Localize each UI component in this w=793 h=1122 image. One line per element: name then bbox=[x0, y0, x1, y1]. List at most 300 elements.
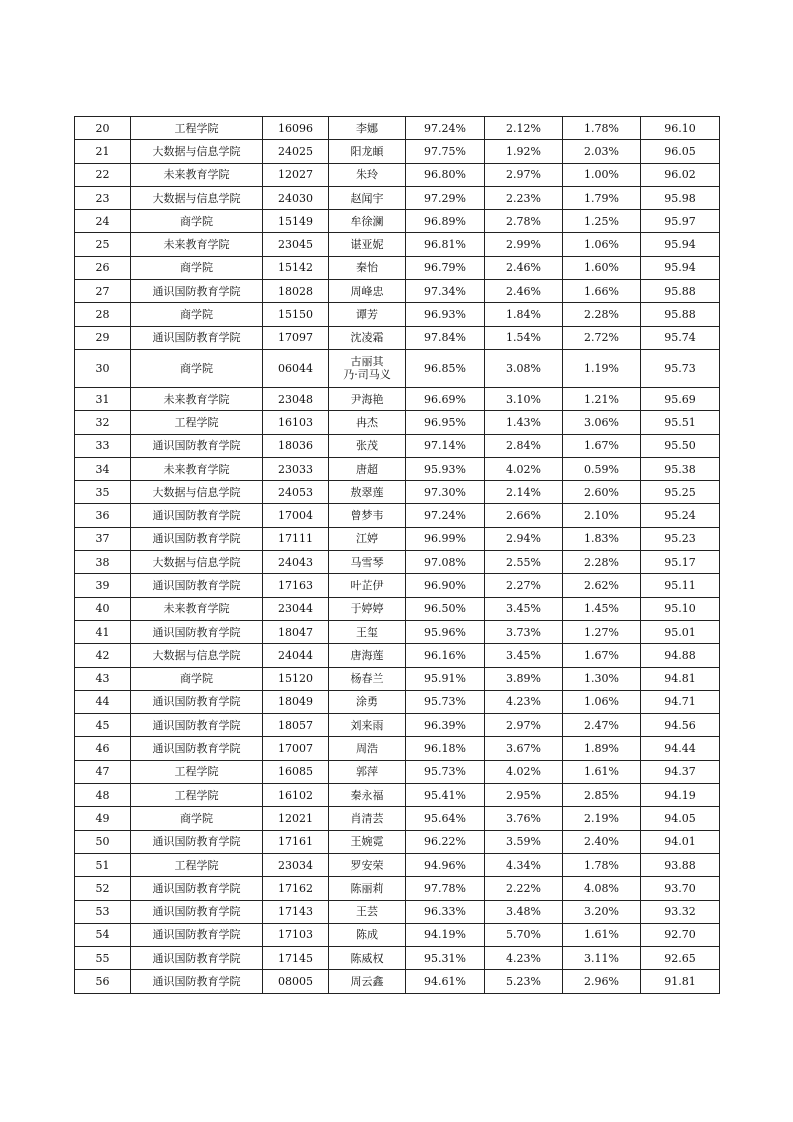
score-cell: 94.19 bbox=[641, 784, 720, 807]
percent-cell-1: 97.34% bbox=[406, 280, 485, 303]
percent-cell-2: 5.23% bbox=[485, 970, 563, 993]
id-cell: 12021 bbox=[263, 807, 329, 830]
percent-cell-1: 96.22% bbox=[406, 830, 485, 853]
score-cell: 94.71 bbox=[641, 690, 720, 713]
percent-cell-3: 1.06% bbox=[563, 233, 641, 256]
id-cell: 15142 bbox=[263, 256, 329, 279]
college-cell: 工程学院 bbox=[131, 853, 263, 876]
name-cell: 陈威权 bbox=[329, 947, 406, 970]
score-cell: 95.24 bbox=[641, 504, 720, 527]
table-row bbox=[75, 504, 720, 527]
name-cell: 陈成 bbox=[329, 923, 406, 946]
rank-cell: 53 bbox=[75, 900, 131, 923]
percent-cell-1: 96.85% bbox=[406, 349, 485, 387]
name-cell: 赵闻宇 bbox=[329, 186, 406, 209]
percent-cell-1: 94.19% bbox=[406, 923, 485, 946]
id-cell: 16102 bbox=[263, 784, 329, 807]
name-cell: 肖清芸 bbox=[329, 807, 406, 830]
id-cell: 15149 bbox=[263, 210, 329, 233]
college-cell: 大数据与信息学院 bbox=[131, 481, 263, 504]
score-cell: 94.05 bbox=[641, 807, 720, 830]
college-cell: 通识国防教育学院 bbox=[131, 527, 263, 550]
score-cell: 95.69 bbox=[641, 387, 720, 410]
college-cell: 通识国防教育学院 bbox=[131, 923, 263, 946]
college-cell: 通识国防教育学院 bbox=[131, 504, 263, 527]
id-cell: 24030 bbox=[263, 186, 329, 209]
name-cell: 谭芳 bbox=[329, 303, 406, 326]
id-cell: 17007 bbox=[263, 737, 329, 760]
id-cell: 06044 bbox=[263, 349, 329, 387]
percent-cell-3: 1.60% bbox=[563, 256, 641, 279]
score-cell: 91.81 bbox=[641, 970, 720, 993]
table-row bbox=[75, 853, 720, 876]
id-cell: 17103 bbox=[263, 923, 329, 946]
score-cell: 95.38 bbox=[641, 457, 720, 480]
percent-cell-3: 1.25% bbox=[563, 210, 641, 233]
id-cell: 17161 bbox=[263, 830, 329, 853]
name-cell: 涂勇 bbox=[329, 690, 406, 713]
name-cell: 王芸 bbox=[329, 900, 406, 923]
percent-cell-1: 96.33% bbox=[406, 900, 485, 923]
rank-cell: 52 bbox=[75, 877, 131, 900]
id-cell: 16085 bbox=[263, 760, 329, 783]
percent-cell-3: 2.60% bbox=[563, 481, 641, 504]
percent-cell-3: 1.78% bbox=[563, 853, 641, 876]
rank-cell: 28 bbox=[75, 303, 131, 326]
table-row bbox=[75, 574, 720, 597]
table-row bbox=[75, 481, 720, 504]
percent-cell-2: 4.02% bbox=[485, 760, 563, 783]
score-cell: 95.01 bbox=[641, 620, 720, 643]
percent-cell-1: 95.64% bbox=[406, 807, 485, 830]
percent-cell-1: 95.73% bbox=[406, 690, 485, 713]
table-row bbox=[75, 597, 720, 620]
college-cell: 通识国防教育学院 bbox=[131, 620, 263, 643]
percent-cell-3: 1.06% bbox=[563, 690, 641, 713]
table-row bbox=[75, 434, 720, 457]
percent-cell-2: 2.94% bbox=[485, 527, 563, 550]
percent-cell-2: 2.14% bbox=[485, 481, 563, 504]
percent-cell-2: 3.76% bbox=[485, 807, 563, 830]
rank-cell: 20 bbox=[75, 117, 131, 140]
name-cell: 郭萍 bbox=[329, 760, 406, 783]
rank-cell: 22 bbox=[75, 163, 131, 186]
table-row bbox=[75, 210, 720, 233]
percent-cell-3: 1.89% bbox=[563, 737, 641, 760]
percent-cell-2: 3.48% bbox=[485, 900, 563, 923]
percent-cell-2: 2.12% bbox=[485, 117, 563, 140]
name-cell: 周云鑫 bbox=[329, 970, 406, 993]
college-cell: 未来教育学院 bbox=[131, 457, 263, 480]
percent-cell-1: 95.93% bbox=[406, 457, 485, 480]
table-row bbox=[75, 233, 720, 256]
rank-cell: 32 bbox=[75, 411, 131, 434]
percent-cell-3: 0.59% bbox=[563, 457, 641, 480]
id-cell: 23044 bbox=[263, 597, 329, 620]
percent-cell-1: 96.18% bbox=[406, 737, 485, 760]
score-cell: 95.50 bbox=[641, 434, 720, 457]
college-cell: 大数据与信息学院 bbox=[131, 186, 263, 209]
score-cell: 94.56 bbox=[641, 714, 720, 737]
score-cell: 95.23 bbox=[641, 527, 720, 550]
rank-cell: 39 bbox=[75, 574, 131, 597]
table-row bbox=[75, 644, 720, 667]
table-row bbox=[75, 527, 720, 550]
college-cell: 未来教育学院 bbox=[131, 597, 263, 620]
percent-cell-2: 2.22% bbox=[485, 877, 563, 900]
name-cell: 陈丽莉 bbox=[329, 877, 406, 900]
percent-cell-1: 96.99% bbox=[406, 527, 485, 550]
score-cell: 95.88 bbox=[641, 303, 720, 326]
id-cell: 15120 bbox=[263, 667, 329, 690]
name-cell: 于婷婷 bbox=[329, 597, 406, 620]
percent-cell-1: 96.50% bbox=[406, 597, 485, 620]
percent-cell-1: 96.16% bbox=[406, 644, 485, 667]
name-cell: 王玺 bbox=[329, 620, 406, 643]
table-row bbox=[75, 807, 720, 830]
score-cell: 92.70 bbox=[641, 923, 720, 946]
rank-cell: 54 bbox=[75, 923, 131, 946]
id-cell: 23034 bbox=[263, 853, 329, 876]
score-cell: 96.10 bbox=[641, 117, 720, 140]
name-line-2: 乃·司马义 bbox=[343, 368, 391, 382]
percent-cell-1: 96.81% bbox=[406, 233, 485, 256]
percent-cell-3: 3.20% bbox=[563, 900, 641, 923]
college-cell: 大数据与信息学院 bbox=[131, 644, 263, 667]
name-cell: 江婷 bbox=[329, 527, 406, 550]
percent-cell-2: 3.10% bbox=[485, 387, 563, 410]
percent-cell-3: 1.30% bbox=[563, 667, 641, 690]
percent-cell-2: 2.84% bbox=[485, 434, 563, 457]
percent-cell-3: 4.08% bbox=[563, 877, 641, 900]
table-row bbox=[75, 457, 720, 480]
percent-cell-3: 2.19% bbox=[563, 807, 641, 830]
college-cell: 通识国防教育学院 bbox=[131, 326, 263, 349]
percent-cell-3: 1.27% bbox=[563, 620, 641, 643]
rank-cell: 25 bbox=[75, 233, 131, 256]
rank-cell: 29 bbox=[75, 326, 131, 349]
percent-cell-2: 4.34% bbox=[485, 853, 563, 876]
score-cell: 94.44 bbox=[641, 737, 720, 760]
table-row bbox=[75, 784, 720, 807]
id-cell: 17162 bbox=[263, 877, 329, 900]
percent-cell-1: 94.96% bbox=[406, 853, 485, 876]
percent-cell-1: 95.91% bbox=[406, 667, 485, 690]
name-cell: 罗安荣 bbox=[329, 853, 406, 876]
id-cell: 24053 bbox=[263, 481, 329, 504]
percent-cell-1: 94.61% bbox=[406, 970, 485, 993]
percent-cell-2: 4.23% bbox=[485, 947, 563, 970]
percent-cell-3: 1.61% bbox=[563, 760, 641, 783]
college-cell: 通识国防教育学院 bbox=[131, 900, 263, 923]
percent-cell-3: 1.83% bbox=[563, 527, 641, 550]
score-cell: 95.97 bbox=[641, 210, 720, 233]
name-line-1: 古丽其 bbox=[350, 355, 384, 369]
percent-cell-1: 96.69% bbox=[406, 387, 485, 410]
college-cell: 通识国防教育学院 bbox=[131, 280, 263, 303]
id-cell: 18047 bbox=[263, 620, 329, 643]
name-cell: 朱玲 bbox=[329, 163, 406, 186]
college-cell: 未来教育学院 bbox=[131, 387, 263, 410]
rank-cell: 55 bbox=[75, 947, 131, 970]
score-cell: 95.10 bbox=[641, 597, 720, 620]
name-cell: 王婉霓 bbox=[329, 830, 406, 853]
id-cell: 17004 bbox=[263, 504, 329, 527]
percent-cell-2: 3.89% bbox=[485, 667, 563, 690]
percent-cell-3: 1.19% bbox=[563, 349, 641, 387]
rank-cell: 49 bbox=[75, 807, 131, 830]
rank-cell: 37 bbox=[75, 527, 131, 550]
percent-cell-2: 2.99% bbox=[485, 233, 563, 256]
percent-cell-1: 96.89% bbox=[406, 210, 485, 233]
name-cell bbox=[329, 349, 406, 387]
percent-cell-2: 3.67% bbox=[485, 737, 563, 760]
college-cell: 通识国防教育学院 bbox=[131, 877, 263, 900]
college-cell: 工程学院 bbox=[131, 784, 263, 807]
rank-cell: 35 bbox=[75, 481, 131, 504]
percent-cell-2: 1.43% bbox=[485, 411, 563, 434]
percent-cell-3: 1.00% bbox=[563, 163, 641, 186]
id-cell: 17097 bbox=[263, 326, 329, 349]
score-cell: 95.25 bbox=[641, 481, 720, 504]
rank-cell: 23 bbox=[75, 186, 131, 209]
table-row bbox=[75, 387, 720, 410]
percent-cell-2: 2.27% bbox=[485, 574, 563, 597]
percent-cell-3: 2.47% bbox=[563, 714, 641, 737]
percent-cell-1: 97.75% bbox=[406, 140, 485, 163]
table-row bbox=[75, 280, 720, 303]
rank-cell: 40 bbox=[75, 597, 131, 620]
id-cell: 15150 bbox=[263, 303, 329, 326]
rank-cell: 42 bbox=[75, 644, 131, 667]
percent-cell-2: 2.46% bbox=[485, 256, 563, 279]
score-cell: 94.81 bbox=[641, 667, 720, 690]
ranking-table bbox=[74, 116, 720, 994]
table-row bbox=[75, 947, 720, 970]
college-cell: 未来教育学院 bbox=[131, 163, 263, 186]
rank-cell: 38 bbox=[75, 551, 131, 574]
name-cell: 马雪琴 bbox=[329, 551, 406, 574]
table-row bbox=[75, 620, 720, 643]
table-row bbox=[75, 140, 720, 163]
percent-cell-3: 1.61% bbox=[563, 923, 641, 946]
college-cell: 工程学院 bbox=[131, 117, 263, 140]
percent-cell-3: 2.96% bbox=[563, 970, 641, 993]
percent-cell-1: 96.79% bbox=[406, 256, 485, 279]
table-row bbox=[75, 690, 720, 713]
percent-cell-3: 3.06% bbox=[563, 411, 641, 434]
percent-cell-1: 96.93% bbox=[406, 303, 485, 326]
college-cell: 通识国防教育学院 bbox=[131, 574, 263, 597]
table-row bbox=[75, 411, 720, 434]
percent-cell-3: 1.45% bbox=[563, 597, 641, 620]
percent-cell-1: 97.84% bbox=[406, 326, 485, 349]
college-cell: 通识国防教育学院 bbox=[131, 434, 263, 457]
percent-cell-2: 2.23% bbox=[485, 186, 563, 209]
rank-cell: 41 bbox=[75, 620, 131, 643]
percent-cell-2: 1.84% bbox=[485, 303, 563, 326]
name-cell: 谌亚妮 bbox=[329, 233, 406, 256]
percent-cell-1: 96.95% bbox=[406, 411, 485, 434]
percent-cell-1: 95.41% bbox=[406, 784, 485, 807]
table-row bbox=[75, 877, 720, 900]
percent-cell-1: 97.24% bbox=[406, 504, 485, 527]
college-cell: 商学院 bbox=[131, 667, 263, 690]
name-cell: 牟徐澜 bbox=[329, 210, 406, 233]
score-cell: 95.94 bbox=[641, 233, 720, 256]
percent-cell-2: 1.54% bbox=[485, 326, 563, 349]
percent-cell-2: 1.92% bbox=[485, 140, 563, 163]
percent-cell-1: 96.39% bbox=[406, 714, 485, 737]
score-cell: 95.73 bbox=[641, 349, 720, 387]
name-cell: 敖翠莲 bbox=[329, 481, 406, 504]
id-cell: 18036 bbox=[263, 434, 329, 457]
percent-cell-3: 2.62% bbox=[563, 574, 641, 597]
college-cell: 商学院 bbox=[131, 349, 263, 387]
percent-cell-2: 5.70% bbox=[485, 923, 563, 946]
rank-cell: 46 bbox=[75, 737, 131, 760]
college-cell: 未来教育学院 bbox=[131, 233, 263, 256]
score-cell: 93.32 bbox=[641, 900, 720, 923]
score-cell: 94.37 bbox=[641, 760, 720, 783]
table-row bbox=[75, 256, 720, 279]
college-cell: 商学院 bbox=[131, 256, 263, 279]
percent-cell-3: 1.79% bbox=[563, 186, 641, 209]
percent-cell-2: 3.45% bbox=[485, 597, 563, 620]
table-body bbox=[75, 117, 720, 994]
percent-cell-2: 4.02% bbox=[485, 457, 563, 480]
percent-cell-1: 96.80% bbox=[406, 163, 485, 186]
percent-cell-2: 2.66% bbox=[485, 504, 563, 527]
name-cell: 曾梦韦 bbox=[329, 504, 406, 527]
score-cell: 93.88 bbox=[641, 853, 720, 876]
college-cell: 通识国防教育学院 bbox=[131, 690, 263, 713]
percent-cell-2: 2.97% bbox=[485, 163, 563, 186]
score-cell: 92.65 bbox=[641, 947, 720, 970]
college-cell: 大数据与信息学院 bbox=[131, 551, 263, 574]
id-cell: 23045 bbox=[263, 233, 329, 256]
percent-cell-3: 1.66% bbox=[563, 280, 641, 303]
table-row bbox=[75, 163, 720, 186]
percent-cell-3: 3.11% bbox=[563, 947, 641, 970]
rank-cell: 33 bbox=[75, 434, 131, 457]
percent-cell-1: 97.14% bbox=[406, 434, 485, 457]
college-cell: 通识国防教育学院 bbox=[131, 970, 263, 993]
rank-cell: 45 bbox=[75, 714, 131, 737]
table-row bbox=[75, 551, 720, 574]
percent-cell-3: 2.85% bbox=[563, 784, 641, 807]
id-cell: 18057 bbox=[263, 714, 329, 737]
name-cell: 沈凌霜 bbox=[329, 326, 406, 349]
name-cell: 唐超 bbox=[329, 457, 406, 480]
id-cell: 24044 bbox=[263, 644, 329, 667]
id-cell: 16103 bbox=[263, 411, 329, 434]
name-cell: 张茂 bbox=[329, 434, 406, 457]
percent-cell-2: 2.95% bbox=[485, 784, 563, 807]
id-cell: 23033 bbox=[263, 457, 329, 480]
rank-cell: 44 bbox=[75, 690, 131, 713]
college-cell: 大数据与信息学院 bbox=[131, 140, 263, 163]
name-cell: 尹海艳 bbox=[329, 387, 406, 410]
name-cell: 周峰忠 bbox=[329, 280, 406, 303]
percent-cell-3: 2.72% bbox=[563, 326, 641, 349]
table-row bbox=[75, 667, 720, 690]
score-cell: 95.98 bbox=[641, 186, 720, 209]
percent-cell-3: 1.21% bbox=[563, 387, 641, 410]
score-cell: 94.01 bbox=[641, 830, 720, 853]
table-row bbox=[75, 830, 720, 853]
table-row bbox=[75, 923, 720, 946]
percent-cell-3: 1.78% bbox=[563, 117, 641, 140]
id-cell: 16096 bbox=[263, 117, 329, 140]
id-cell: 17143 bbox=[263, 900, 329, 923]
percent-cell-1: 95.73% bbox=[406, 760, 485, 783]
rank-cell: 24 bbox=[75, 210, 131, 233]
rank-cell: 21 bbox=[75, 140, 131, 163]
rank-cell: 50 bbox=[75, 830, 131, 853]
table-row bbox=[75, 760, 720, 783]
table-row bbox=[75, 900, 720, 923]
table-row bbox=[75, 186, 720, 209]
percent-cell-3: 2.28% bbox=[563, 551, 641, 574]
id-cell: 24025 bbox=[263, 140, 329, 163]
percent-cell-2: 4.23% bbox=[485, 690, 563, 713]
percent-cell-3: 2.10% bbox=[563, 504, 641, 527]
score-cell: 96.05 bbox=[641, 140, 720, 163]
percent-cell-1: 96.90% bbox=[406, 574, 485, 597]
percent-cell-1: 97.30% bbox=[406, 481, 485, 504]
percent-cell-3: 2.03% bbox=[563, 140, 641, 163]
percent-cell-2: 3.45% bbox=[485, 644, 563, 667]
name-cell: 周浩 bbox=[329, 737, 406, 760]
table-row bbox=[75, 737, 720, 760]
id-cell: 17111 bbox=[263, 527, 329, 550]
rank-cell: 30 bbox=[75, 349, 131, 387]
percent-cell-2: 2.97% bbox=[485, 714, 563, 737]
rank-cell: 27 bbox=[75, 280, 131, 303]
name-cell: 秦永福 bbox=[329, 784, 406, 807]
name-cell: 李娜 bbox=[329, 117, 406, 140]
percent-cell-1: 97.78% bbox=[406, 877, 485, 900]
id-cell: 18049 bbox=[263, 690, 329, 713]
college-cell: 工程学院 bbox=[131, 760, 263, 783]
college-cell: 通识国防教育学院 bbox=[131, 947, 263, 970]
name-cell: 叶芷伊 bbox=[329, 574, 406, 597]
rank-cell: 48 bbox=[75, 784, 131, 807]
percent-cell-1: 95.31% bbox=[406, 947, 485, 970]
id-cell: 17145 bbox=[263, 947, 329, 970]
id-cell: 12027 bbox=[263, 163, 329, 186]
id-cell: 08005 bbox=[263, 970, 329, 993]
college-cell: 通识国防教育学院 bbox=[131, 737, 263, 760]
percent-cell-3: 1.67% bbox=[563, 644, 641, 667]
rank-cell: 26 bbox=[75, 256, 131, 279]
score-cell: 96.02 bbox=[641, 163, 720, 186]
score-cell: 95.51 bbox=[641, 411, 720, 434]
rank-cell: 51 bbox=[75, 853, 131, 876]
percent-cell-2: 3.73% bbox=[485, 620, 563, 643]
score-cell: 95.11 bbox=[641, 574, 720, 597]
percent-cell-3: 1.67% bbox=[563, 434, 641, 457]
table-row bbox=[75, 303, 720, 326]
percent-cell-3: 2.40% bbox=[563, 830, 641, 853]
score-cell: 94.88 bbox=[641, 644, 720, 667]
name-cell: 杨春兰 bbox=[329, 667, 406, 690]
score-cell: 95.17 bbox=[641, 551, 720, 574]
table-row bbox=[75, 326, 720, 349]
id-cell: 24043 bbox=[263, 551, 329, 574]
name-cell: 刘来雨 bbox=[329, 714, 406, 737]
